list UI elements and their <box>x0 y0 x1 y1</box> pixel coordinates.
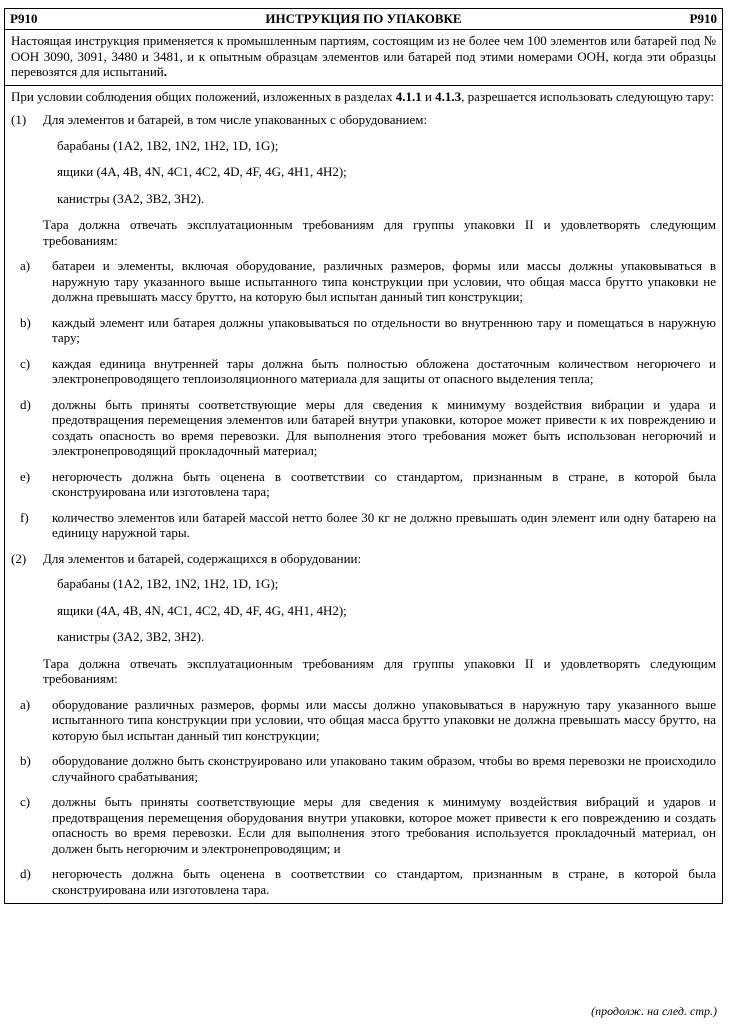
item-text: негорючесть должна быть оценена в соответствии со стандартом, признанным в стране, в которой была сконструирована или изготовлена тара. <box>52 866 716 897</box>
item-label: d) <box>20 866 31 881</box>
section-2-drums: барабаны (1A2, 1B2, 1N2, 1H2, 1D, 1G); <box>57 576 279 591</box>
item-text: должны быть приняты соответствующие меры для сведения к минимуму воздействия вибраций и ударов и предотвращения перемещения оборудования внутри упаковки, которое может привести к его повреждению и создать опасность во время перевозки. Если для выполнения этого требования используется прокладочный материал, он должен быть негорючим и электронепроводящим; и <box>52 794 716 856</box>
content-area <box>5 86 722 904</box>
section-2-items <box>11 697 716 898</box>
list-item <box>11 469 716 500</box>
item-label: b) <box>20 314 31 330</box>
item-label: a) <box>20 258 31 273</box>
general-mid: и <box>421 88 436 104</box>
list-item <box>11 356 716 387</box>
item-label: d) <box>20 396 31 412</box>
item-text: каждая единица внутренней тары должна быть полностью обложена достаточным количеством негорючего и электронепроводящего теплоизоляционного материала для защиты от опасного выделения тепла; <box>52 355 716 386</box>
general-pre: При условии соблюдения общих положений, изложенных в разделах <box>11 88 396 104</box>
section-1-jerricans: канистры (3A2, 3B2, 3H2). <box>57 190 205 206</box>
section-2-boxes: ящики (4A, 4B, 4N, 4C1, 4C2, 4D, 4F, 4G, 4H1, 4H2); <box>57 602 347 618</box>
section-2-jerricans: канистры (3A2, 3B2, 3H2). <box>57 629 205 644</box>
list-item <box>11 397 716 459</box>
section-2-requirements: Тара должна отвечать эксплуатационным требованиям для группы упаковки II и удовлетворять следующим требованиям: <box>43 655 716 686</box>
item-label: f) <box>20 509 29 525</box>
section-1-drums: барабаны (1A2, 1B2, 1N2, 1H2, 1D, 1G); <box>57 137 279 153</box>
item-text: должны быть приняты соответствующие меры для сведения к минимуму воздействия вибрации и удара и предотвращения перемещения элементов или батарей внутри упаковки, которое может привести к их повреждению и создать опасность во время перевозки. Для выполнения этого требования может быть использован негорючий и электронепроводящий прокладочный материал; <box>52 396 716 458</box>
section-1-items <box>11 258 716 541</box>
continued-note: (продолж. на след. стр.) <box>591 1004 717 1018</box>
packing-instruction-box <box>4 8 723 904</box>
section-1-requirements: Тара должна отвечать эксплуатационным требованиям для группы упаковки II и удовлетворять следующим требованиям: <box>43 217 716 248</box>
item-text: каждый элемент или батарея должны упаковываться по отдельности во внутреннюю тару и помещаться в наружную тару; <box>52 314 716 345</box>
list-item <box>11 258 716 305</box>
section-1-packagings <box>11 138 716 207</box>
section-1-title: Для элементов и батарей, в том числе упакованных с оборудованием: <box>43 112 428 127</box>
item-text: негорючесть должна быть оценена в соответствии со стандартом, признанным в стране, в которой была сконструирована или изготовлена тара; <box>52 468 716 499</box>
ref-4-1-3: 4.1.3 <box>435 88 462 104</box>
item-label: a) <box>20 696 31 712</box>
list-item <box>11 866 716 897</box>
intro-end: . <box>163 64 167 79</box>
page-title: ИНСТРУКЦИЯ ПО УПАКОВКЕ <box>265 11 462 27</box>
intro-text: Настоящая инструкция применяется к промышленным партиям, состоящим из не более чем 100 элементов или батарей под № ООН 3090, 3091, 3480 и 3481, и к опытным образцам элементов или батарей под этими номерами ООН, когда эти образцы перевозятся для испытаний <box>11 33 716 79</box>
item-text: оборудование различных размеров, формы или массы должно упаковываться в наружную тару указанного выше испытанного типа конструкции при условии, что общая масса брутто упаковки не должна превышать массу брутто, на которую был испытан данный тип конструкции; <box>52 696 716 743</box>
item-text: оборудование должно быть сконструировано или упаковано таким образом, чтобы во время перевозки не происходило случайного срабатывания; <box>52 753 716 784</box>
section-2-num: (2) <box>11 550 27 566</box>
list-item <box>11 510 716 541</box>
item-text: батареи и элементы, включая оборудование, различных размеров, формы или массы должны упаковываться в наружную тару указанного выше испытанного типа конструкции при условии, что общая масса брутто упаковки не должна превышать массу брутто, на которую был испытан данный тип конструкции; <box>52 258 716 304</box>
code-right: P910 <box>689 11 717 27</box>
list-item <box>11 697 716 744</box>
header-row <box>5 9 722 30</box>
section-2-packagings <box>11 576 716 645</box>
code-left: P910 <box>10 11 38 27</box>
ref-4-1-1: 4.1.1 <box>395 88 422 104</box>
list-item <box>11 753 716 784</box>
list-item <box>11 794 716 856</box>
general-post: , разрешается использовать следующую тару: <box>461 88 715 104</box>
general-paragraph <box>11 89 716 105</box>
section-1-num: (1) <box>11 112 27 127</box>
intro-paragraph <box>5 30 722 86</box>
section-2-heading <box>11 551 716 567</box>
section-1-heading <box>11 112 716 128</box>
list-item <box>11 315 716 346</box>
item-label: c) <box>20 794 31 809</box>
item-text: количество элементов или батарей массой нетто более 30 кг не должно превышать один элемент или одну батарею на единицу наружной тары. <box>52 509 716 540</box>
item-label: e) <box>20 468 31 484</box>
section-1-boxes: ящики (4A, 4B, 4N, 4C1, 4C2, 4D, 4F, 4G, 4H1, 4H2); <box>57 164 347 179</box>
item-label: c) <box>20 355 31 371</box>
section-2-title: Для элементов и батарей, содержащихся в оборудовании: <box>43 550 362 566</box>
item-label: b) <box>20 753 31 768</box>
